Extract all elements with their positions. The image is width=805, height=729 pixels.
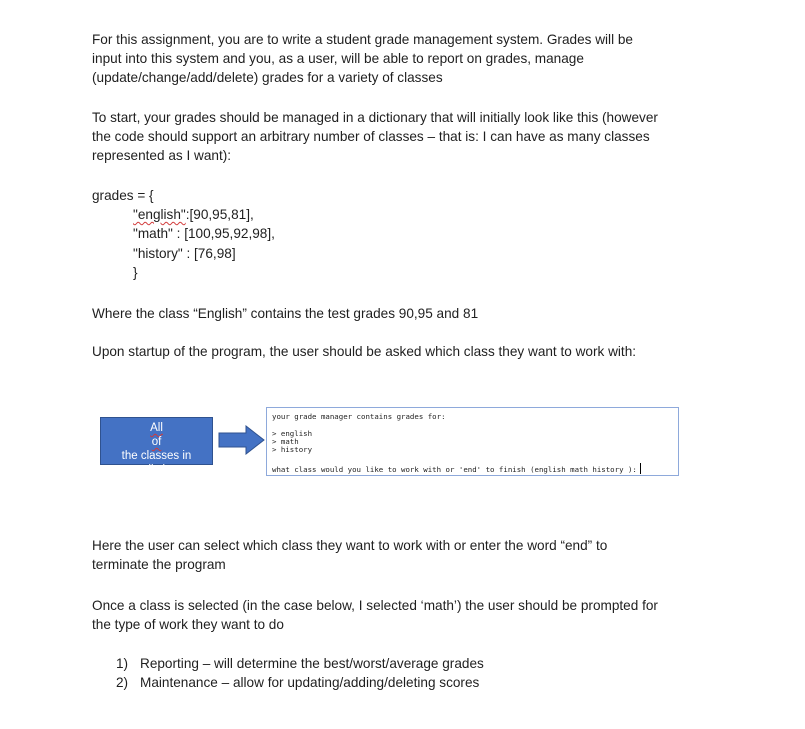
start-line-1: To start, your grades should be managed in a dictionary that will initially look like this (however — [92, 110, 658, 125]
console-header: your grade manager contains grades for: — [272, 412, 446, 421]
where-paragraph — [92, 304, 732, 323]
code-open-line: grades = { — [92, 188, 154, 203]
code-english-line — [133, 205, 254, 224]
list-number: 2) — [116, 675, 129, 690]
console-item-english: > english — [272, 429, 313, 438]
right-arrow-icon — [218, 425, 266, 455]
intro-line-1: For this assignment, you are to write a student grade management system. Grades will be — [92, 32, 633, 47]
intro-line-3: (update/change/add/delete) grades for a variety of classes — [92, 70, 443, 85]
code-history-line: "history" : [76,98] — [133, 246, 236, 261]
where-line: Where the class “English” contains the test grades 90,95 and 81 — [92, 306, 479, 321]
callout-word-of: of — [151, 436, 162, 448]
startup-paragraph — [92, 342, 732, 361]
console-item-history: > history — [272, 445, 313, 454]
start-line-2: the code should support an arbitrary number of classes – that is: I can have as many classes — [92, 129, 650, 144]
code-english-key: "english" — [133, 207, 186, 222]
console-item-math: > math — [272, 437, 299, 446]
select-line-2: terminate the program — [92, 557, 226, 572]
console-prompt: what class would you like to work with or 'end' to finish (english math history ): — [272, 465, 637, 474]
list-item-reporting — [116, 654, 484, 673]
console-prompt-line — [272, 463, 641, 475]
intro-paragraph — [92, 30, 732, 87]
callout-word-all: All — [150, 422, 163, 434]
start-paragraph — [92, 108, 732, 165]
select-line-1: Here the user can select which class they want to work with or enter the word “end” to — [92, 538, 608, 553]
once-line-1: Once a class is selected (in the case below, I selected ‘math’) the user should be prompted for — [92, 598, 658, 613]
code-close-line: } — [133, 265, 138, 280]
startup-line: Upon startup of the program, the user should be asked which class they want to work with: — [92, 344, 637, 359]
list-text: Maintenance – allow for updating/adding/deleting scores — [140, 675, 480, 690]
callout-line-1-rest: the classes in — [121, 450, 192, 462]
callout-line-3: definiition — [132, 478, 181, 490]
code-math-line: "math" : [100,95,92,98], — [133, 226, 275, 241]
console-output-panel — [266, 407, 679, 476]
code-english-value: :[90,95,81], — [185, 207, 254, 222]
callout-line-2: your dictionary — [119, 464, 194, 476]
list-item-maintenance — [116, 673, 479, 692]
list-number: 1) — [116, 656, 129, 671]
dictionary-callout-box — [100, 417, 213, 490]
intro-line-2: input into this system and you, as a user, will be able to report on grades, manage — [92, 51, 584, 66]
list-text: Reporting – will determine the best/worst/average grades — [140, 656, 484, 671]
start-line-3: represented as I want): — [92, 148, 232, 163]
select-paragraph — [92, 536, 732, 574]
once-line-2: the type of work they want to do — [92, 617, 284, 632]
callout-line-1 — [101, 421, 212, 463]
text-cursor — [640, 463, 641, 474]
once-paragraph — [92, 596, 732, 634]
